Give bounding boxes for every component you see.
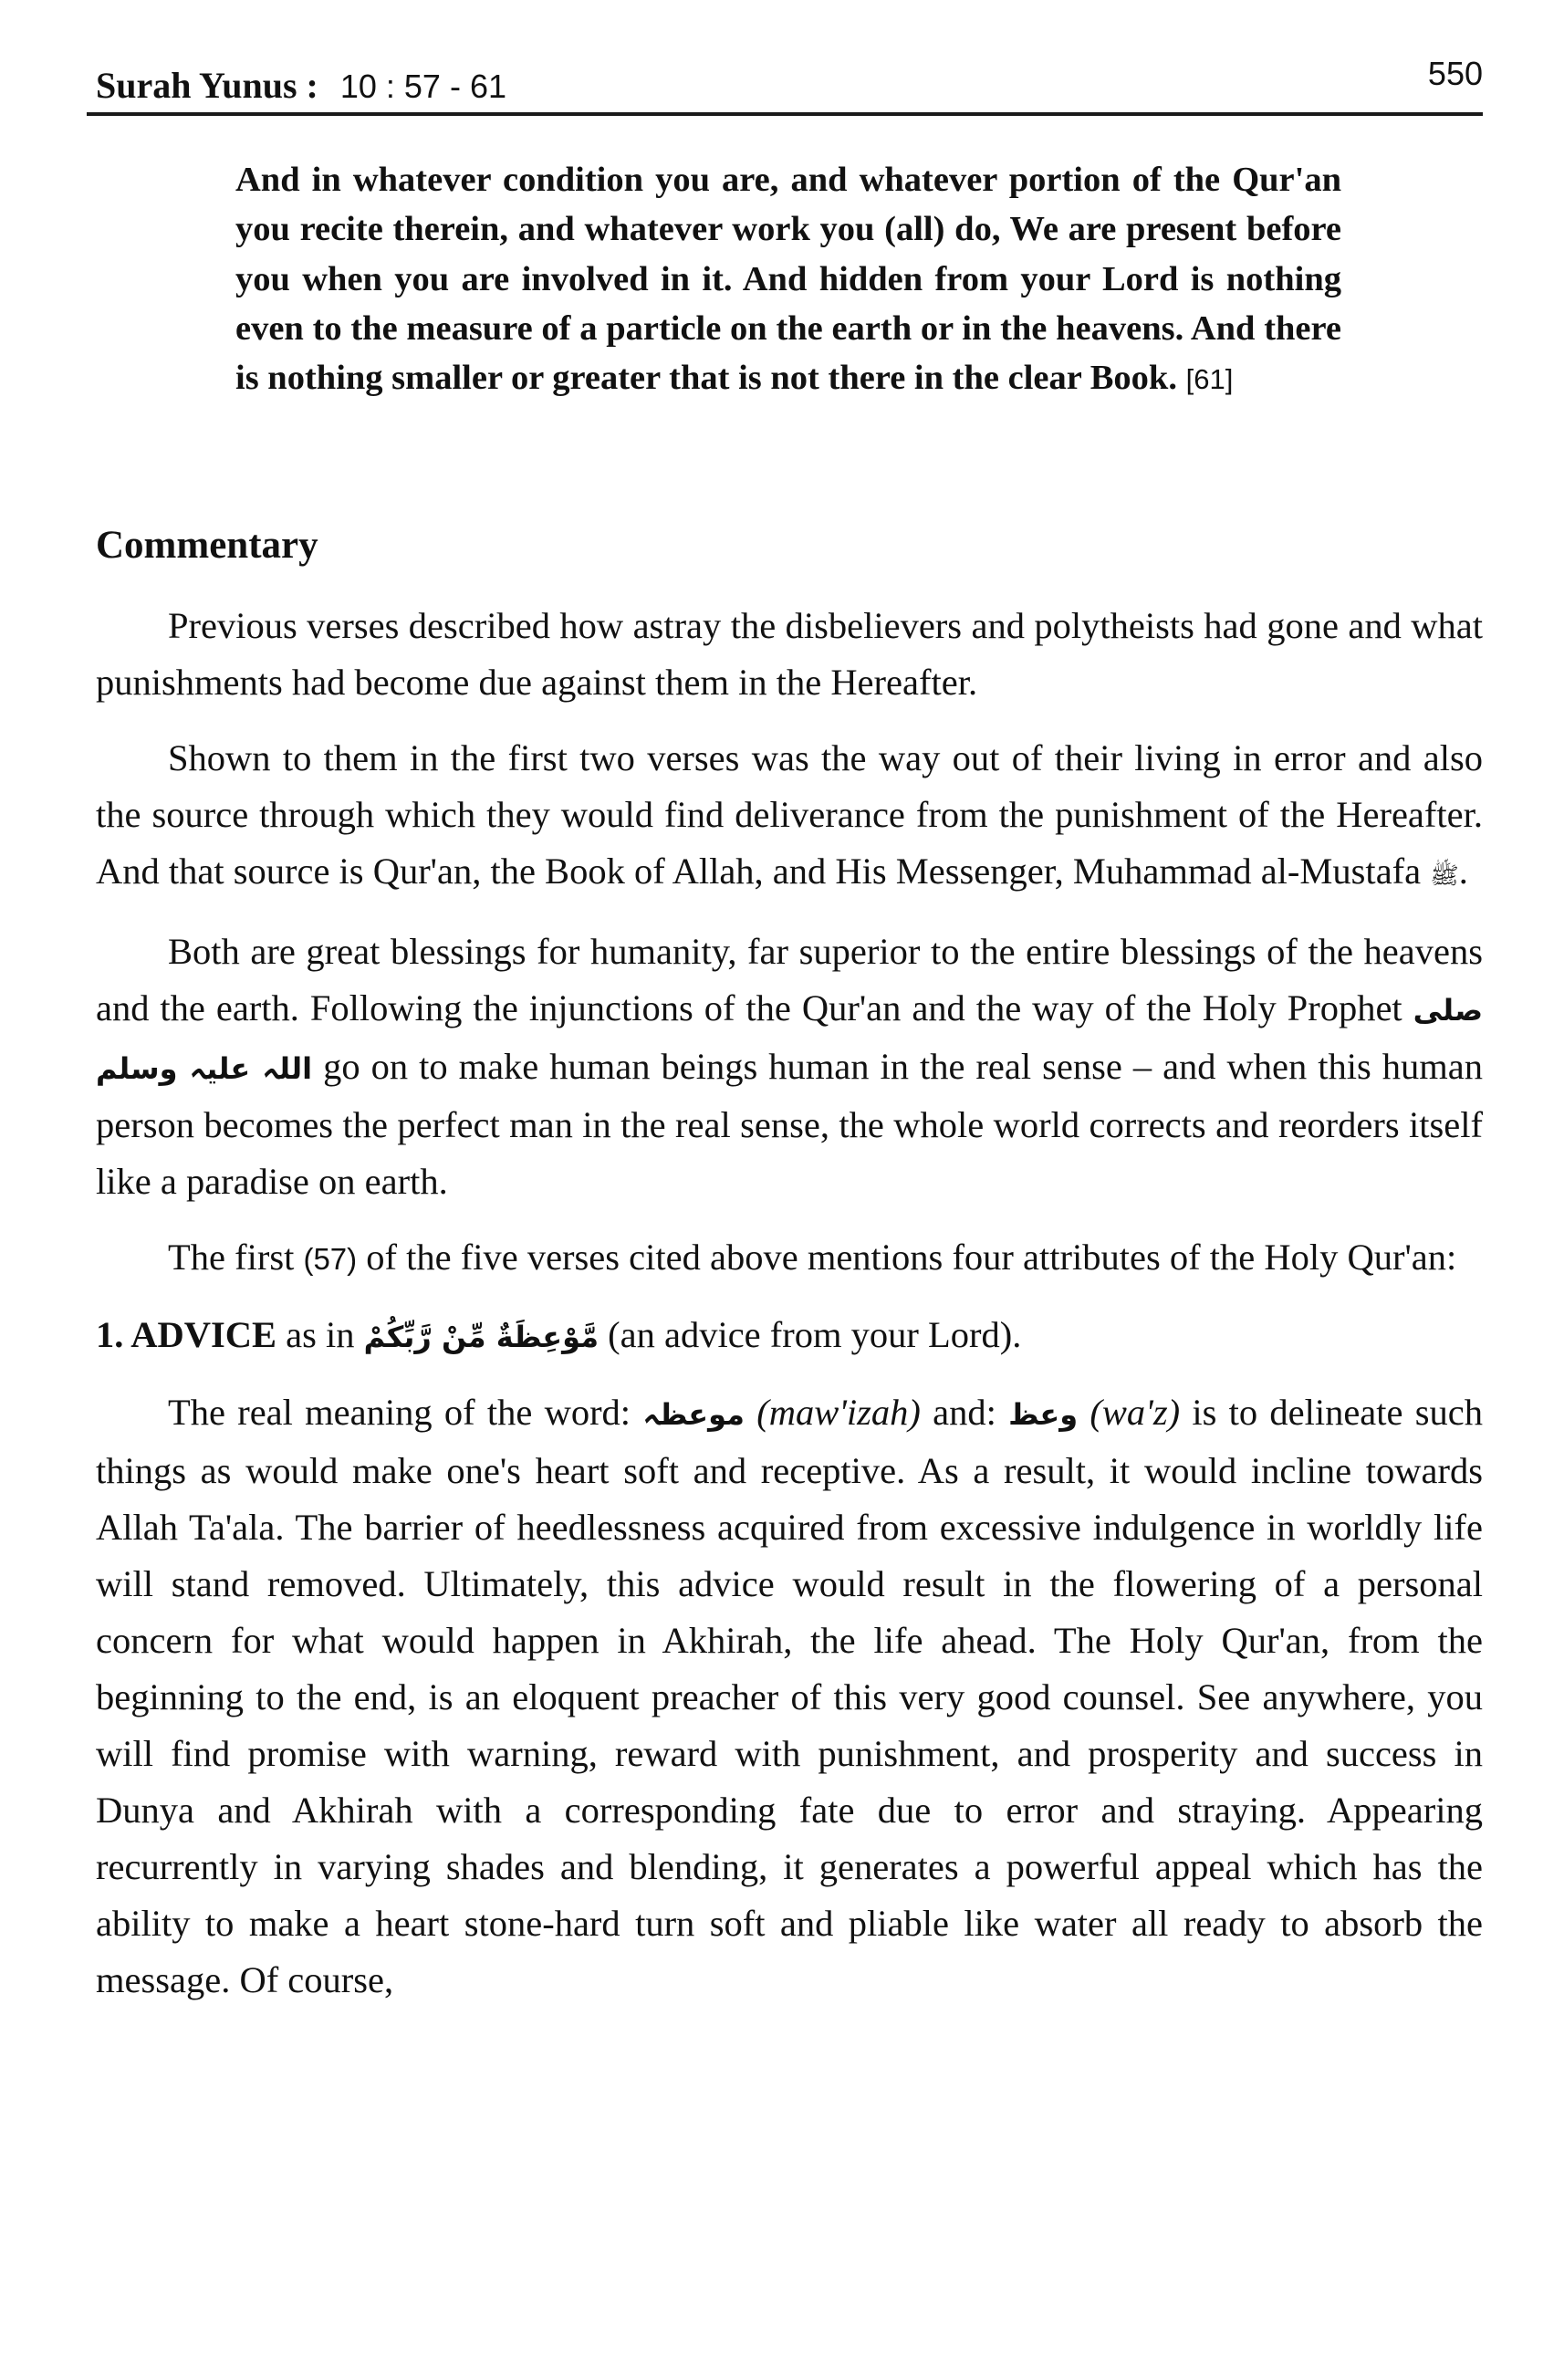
- header-divider: [87, 112, 1483, 116]
- paragraph-2-text: Shown to them in the first two verses was the way out of their living in error and also the source through which they would find deliverance from the punishment of the Hereafter. And that source is Qur'an, the Book of Allah, and His Messenger, Muhammad al-Mustafa: [96, 737, 1483, 892]
- running-title: [96, 64, 506, 107]
- verse-reference: 10 : 57 - 61: [339, 68, 506, 105]
- commentary-body: [96, 598, 1483, 2028]
- paragraph-5-text-b: is to delineate such things as would make one's heart soft and receptive. As a result, it would incline towards Allah Ta'ala. The barrier of heedlessness acquired from excessive indulgence in worldly life will stand removed. Ultimately, this advice would result in the flowering of a personal concern for what would happen in Akhirah, the life ahead. The Holy Qur'an, from the beginning to the end, is an eloquent preacher of this very good counsel. See anywhere, you will find promise with warning, reward with punishment, and prosperity and success in Dunya and Akhirah with a corresponding fate due to error and straying. Appearing recurrently in varying shades and blending, it generates a powerful appeal which has the ability to make a heart stone-hard turn soft and pliable like water all ready to absorb the message. Of course,: [96, 1392, 1483, 2000]
- paragraph-3-text-a: Both are great blessings for humanity, far superior to the entire blessings of the heavens and the earth. Following the injunctions of the Qur'an and the way of the Holy Prophet: [96, 931, 1483, 1028]
- paragraph-4-text-b: of the five verses cited above mentions four attributes of the Holy Qur'an:: [366, 1237, 1457, 1278]
- commentary-heading: Commentary: [96, 524, 318, 567]
- honorific-glyph: ﷺ: [1430, 862, 1459, 890]
- paragraph-2-end: .: [1458, 851, 1468, 892]
- translation-text: And in whatever condition you are, and whatever portion of the Qur'an you recite therein, and whatever work you (all) do, We are present before you when you are involved in it. And hidden from your Lord is nothing even to the measure of a particle on the earth or in the heavens. And there is nothing smaller or greater that is not there in the clear Book.: [235, 161, 1341, 398]
- paragraph-1: [96, 598, 1483, 711]
- paragraph-4-text-a: The first: [168, 1237, 295, 1278]
- paragraph-1-text: Previous verses described how astray the disbelievers and polytheists had gone and what punishments had become due against them in the Hereafter.: [96, 605, 1483, 703]
- paragraph-2: [96, 730, 1483, 904]
- page-header: [96, 53, 1483, 108]
- word-mawizah-arabic: موعظہ: [642, 1397, 745, 1432]
- paragraph-5: [96, 1384, 1483, 2009]
- verse-ref-57: (57): [303, 1242, 358, 1276]
- paragraph-5-and: and:: [933, 1392, 996, 1433]
- surah-name: Surah Yunus :: [96, 65, 318, 106]
- attribute-item-1: [96, 1307, 1483, 1365]
- verse-translation: [235, 155, 1341, 404]
- attribute-as-in: as in: [286, 1314, 355, 1355]
- attribute-gloss: (an advice from your Lord).: [608, 1314, 1022, 1355]
- quran-phrase-arabic: مَّوْعِظَةٌ مِّنْ رَّبِّكُمْ: [363, 1320, 599, 1354]
- paragraph-5-text-a: The real meaning of the word:: [168, 1392, 631, 1433]
- verse-number: [61]: [1185, 363, 1234, 396]
- paragraph-3: [96, 924, 1483, 1210]
- word-waz-translit: (wa'z): [1090, 1392, 1181, 1433]
- paragraph-4: [96, 1229, 1483, 1288]
- word-mawizah-translit: (maw'izah): [756, 1392, 921, 1433]
- word-waz-arabic: وعظ: [1008, 1397, 1079, 1432]
- salutation-arabic: صلی اللہ علیہ وسلم: [96, 993, 1483, 1086]
- page-number: 550: [1427, 55, 1483, 92]
- attribute-label: 1. ADVICE: [96, 1314, 277, 1355]
- paragraph-3-text-b: go on to make human beings human in the real sense – and when this human person becomes the perfect man in the real sense, the whole world corrects and reorders itself like a paradise on earth.: [96, 1046, 1484, 1202]
